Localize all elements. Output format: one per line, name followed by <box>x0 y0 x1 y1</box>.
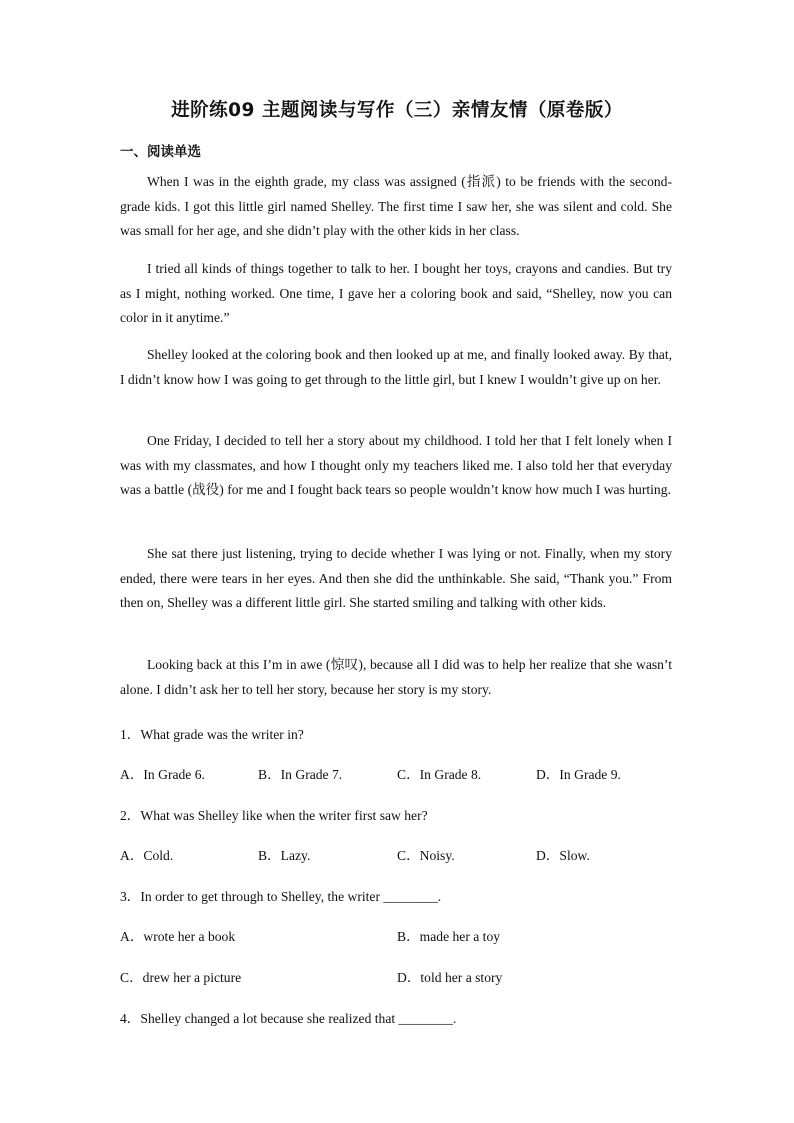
question-1-option-a[interactable]: A．In Grade 6. <box>120 767 205 782</box>
question-1-stem: 1．What grade was the writer in? <box>120 727 304 742</box>
question-3-option-d[interactable]: D．told her a story <box>397 970 503 985</box>
question-2-option-d[interactable]: D．Slow. <box>536 848 590 863</box>
passage-paragraph-1: When I was in the eighth grade, my class was assigned (指派) to be friends with the second-grade kids. I got this little girl named Shelley. The first time I saw her, she was silent and cold. She was small for her age, and she didn’t play with the other kids in her class. <box>120 174 672 238</box>
question-2-stem: 2．What was Shelley like when the writer first saw her? <box>120 808 428 823</box>
question-3-option-a[interactable]: A．wrote her a book <box>120 929 236 944</box>
passage-paragraph-6: Looking back at this I’m in awe (惊叹), because all I did was to help her realize that she wasn’t alone. I didn’t ask her to tell her story, because her story is my story. <box>120 657 672 697</box>
passage-paragraph-3: Shelley looked at the coloring book and then looked up at me, and finally looked away. By that, I didn’t know how I was going to get through to the little girl, but I knew I wouldn’t give up on her. <box>120 347 672 387</box>
question-4-stem: 4．Shelley changed a lot because she realized that ________. <box>120 1011 457 1026</box>
question-3-option-c[interactable]: C．drew her a picture <box>120 970 242 985</box>
passage-paragraph-5: She sat there just listening, trying to decide whether I was lying or not. Finally, when my story ended, there were tears in her eyes. And then she did the unthinkable. She said, “Thank you.” From then on, Shelley was a different little girl. She started smiling and talking with other kids. <box>120 546 672 610</box>
question-1-option-d[interactable]: D．In Grade 9. <box>536 767 621 782</box>
section-heading: 一、阅读单选 <box>120 144 201 160</box>
question-1-option-b[interactable]: B．In Grade 7. <box>258 767 343 782</box>
passage-paragraph-4: One Friday, I decided to tell her a story about my childhood. I told her that I felt lonely when I was with my classmates, and how I thought only my teachers liked me. I also told her that everyday was a battle (战役) for me and I fought back tears so people wouldn’t know how much I was hurting. <box>120 433 672 497</box>
question-2-option-c[interactable]: C．Noisy. <box>397 848 455 863</box>
question-2-option-a[interactable]: A．Cold. <box>120 848 174 863</box>
question-3-option-b[interactable]: B．made her a toy <box>397 929 501 944</box>
question-3-stem: 3．In order to get through to Shelley, the writer ________. <box>120 889 442 904</box>
passage-paragraph-2: I tried all kinds of things together to talk to her. I bought her toys, crayons and candies. But try as I might, nothing worked. One time, I gave her a coloring book and said, “Shelley, now you can color in it anytime.” <box>120 261 672 325</box>
question-2-option-b[interactable]: B．Lazy. <box>258 848 311 863</box>
document-title: 进阶练09 主题阅读与写作（三）亲情友情（原卷版） <box>171 100 623 121</box>
question-1-option-c[interactable]: C．In Grade 8. <box>397 767 482 782</box>
